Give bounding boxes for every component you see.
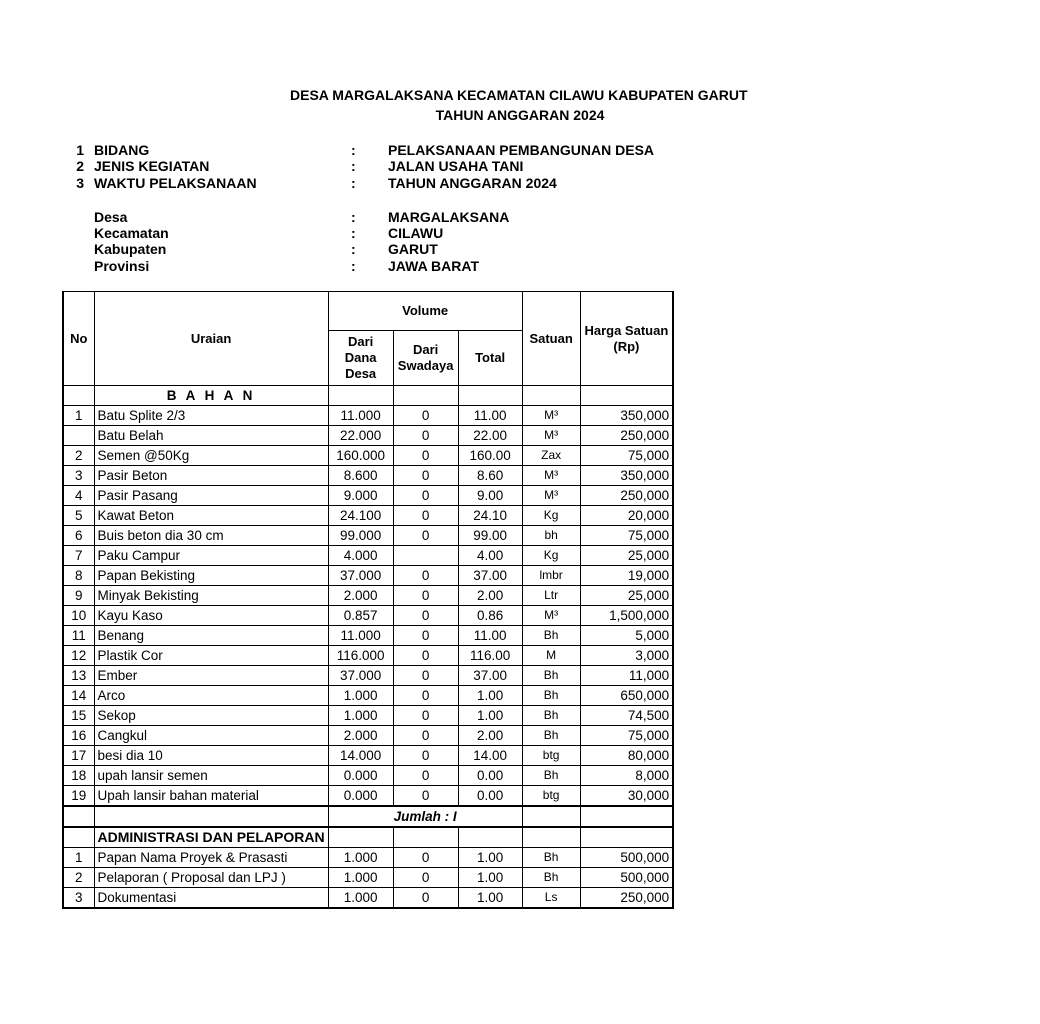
row-dari-swadaya: 0: [393, 848, 458, 868]
table-row: [63, 786, 673, 807]
row-dari-swadaya: 0: [393, 446, 458, 466]
row-satuan: Bh: [522, 666, 580, 686]
row-total: 24.10: [458, 506, 522, 526]
row-total: 2.00: [458, 726, 522, 746]
info-colon: :: [351, 142, 356, 158]
row-no: 2: [63, 446, 94, 466]
row-dari-dana-desa: 8.600: [328, 466, 393, 486]
row-dari-dana-desa: 2.000: [328, 586, 393, 606]
table-row: [63, 848, 673, 868]
row-satuan: M: [522, 646, 580, 666]
location-colon: :: [351, 209, 356, 225]
row-uraian: Pasir Beton: [94, 466, 328, 486]
header-volume: Volume: [328, 292, 522, 331]
row-harga: 30,000: [580, 786, 673, 807]
header-dari-dana-desa: Dari Dana Desa: [328, 331, 393, 386]
row-total: 8.60: [458, 466, 522, 486]
row-dari-swadaya: 0: [393, 606, 458, 626]
row-dari-swadaya: 0: [393, 706, 458, 726]
row-uraian: Sekop: [94, 706, 328, 726]
info-label: BIDANG: [94, 142, 150, 158]
row-harga: 350,000: [580, 406, 673, 426]
location-colon: :: [351, 225, 356, 241]
section-title-admin: ADMINISTRASI DAN PELAPORAN: [94, 827, 328, 848]
row-harga: 5,000: [580, 626, 673, 646]
row-satuan: btg: [522, 786, 580, 807]
row-uraian: Batu Belah: [94, 426, 328, 446]
row-dari-dana-desa: 1.000: [328, 686, 393, 706]
row-satuan: M³: [522, 426, 580, 446]
row-harga: 650,000: [580, 686, 673, 706]
row-total: 0.86: [458, 606, 522, 626]
table-row: [63, 426, 673, 446]
section-row: [63, 386, 673, 406]
header-satuan: Satuan: [522, 292, 580, 386]
table-row: [63, 586, 673, 606]
row-dari-swadaya: 0: [393, 746, 458, 766]
row-harga: 250,000: [580, 486, 673, 506]
row-uraian: Plastik Cor: [94, 646, 328, 666]
table-row: [63, 626, 673, 646]
row-satuan: Bh: [522, 626, 580, 646]
row-harga: 25,000: [580, 586, 673, 606]
row-total: 1.00: [458, 868, 522, 888]
info-value: JALAN USAHA TANI: [388, 158, 524, 174]
row-dari-dana-desa: 37.000: [328, 666, 393, 686]
location-label: Provinsi: [94, 258, 150, 274]
row-satuan: Ls: [522, 888, 580, 909]
row-total: 160.00: [458, 446, 522, 466]
row-dari-swadaya: 0: [393, 666, 458, 686]
row-dari-dana-desa: 2.000: [328, 726, 393, 746]
row-uraian: Benang: [94, 626, 328, 646]
row-dari-swadaya: 0: [393, 726, 458, 746]
row-harga: 80,000: [580, 746, 673, 766]
row-satuan: M³: [522, 606, 580, 626]
row-no: 7: [63, 546, 94, 566]
row-satuan: M³: [522, 486, 580, 506]
jumlah-label: Jumlah : I: [328, 806, 522, 827]
row-uraian: Buis beton dia 30 cm: [94, 526, 328, 546]
row-satuan: Bh: [522, 686, 580, 706]
row-harga: 75,000: [580, 446, 673, 466]
row-satuan: Zax: [522, 446, 580, 466]
row-satuan: M³: [522, 406, 580, 426]
row-harga: 250,000: [580, 888, 673, 909]
row-dari-swadaya: 0: [393, 566, 458, 586]
row-dari-swadaya: [393, 546, 458, 566]
row-no: 12: [63, 646, 94, 666]
row-total: 0.00: [458, 786, 522, 807]
row-harga: 20,000: [580, 506, 673, 526]
row-total: 99.00: [458, 526, 522, 546]
table-row: [63, 706, 673, 726]
row-dari-swadaya: 0: [393, 486, 458, 506]
row-no: 11: [63, 626, 94, 646]
row-no: 5: [63, 506, 94, 526]
row-no: 4: [63, 486, 94, 506]
table-row: [63, 868, 673, 888]
row-harga: 3,000: [580, 646, 673, 666]
row-uraian: Batu Splite 2/3: [94, 406, 328, 426]
row-no: 1: [63, 848, 94, 868]
header-no: No: [63, 292, 94, 386]
row-no: 1: [63, 406, 94, 426]
row-no: 3: [63, 888, 94, 909]
row-total: 1.00: [458, 706, 522, 726]
row-no: 15: [63, 706, 94, 726]
header-harga: Harga Satuan (Rp): [580, 292, 673, 386]
row-no: 2: [63, 868, 94, 888]
row-harga: 8,000: [580, 766, 673, 786]
row-uraian: Semen @50Kg: [94, 446, 328, 466]
row-uraian: Ember: [94, 666, 328, 686]
row-harga: 74,500: [580, 706, 673, 726]
table-row: [63, 486, 673, 506]
table-row: [63, 506, 673, 526]
row-harga: 11,000: [580, 666, 673, 686]
row-dari-dana-desa: 11.000: [328, 406, 393, 426]
row-uraian: Upah lansir bahan material: [94, 786, 328, 807]
row-dari-swadaya: 0: [393, 888, 458, 909]
table-row: [63, 646, 673, 666]
table-row: [63, 406, 673, 426]
table-row: [63, 606, 673, 626]
row-dari-dana-desa: 0.000: [328, 786, 393, 807]
row-uraian: Papan Bekisting: [94, 566, 328, 586]
info-number: 1: [76, 142, 84, 158]
row-dari-swadaya: 0: [393, 868, 458, 888]
table-row: [63, 466, 673, 486]
row-no: 9: [63, 586, 94, 606]
info-number: 3: [76, 175, 84, 191]
row-harga: 25,000: [580, 546, 673, 566]
info-colon: :: [351, 158, 356, 174]
location-label: Kecamatan: [94, 225, 169, 241]
table-body: [63, 386, 673, 909]
row-dari-dana-desa: 24.100: [328, 506, 393, 526]
row-dari-swadaya: 0: [393, 526, 458, 546]
row-harga: 1,500,000: [580, 606, 673, 626]
jumlah-row: [63, 806, 673, 827]
row-no: 18: [63, 766, 94, 786]
row-satuan: Bh: [522, 726, 580, 746]
info-label: JENIS KEGIATAN: [94, 158, 210, 174]
row-dari-dana-desa: 9.000: [328, 486, 393, 506]
row-uraian: Paku Campur: [94, 546, 328, 566]
row-uraian: Pasir Pasang: [94, 486, 328, 506]
row-total: 11.00: [458, 406, 522, 426]
row-dari-dana-desa: 0.857: [328, 606, 393, 626]
row-dari-dana-desa: 1.000: [328, 888, 393, 909]
location-value: CILAWU: [388, 225, 444, 241]
info-value: PELAKSANAAN PEMBANGUNAN DESA: [388, 142, 655, 158]
row-no: 10: [63, 606, 94, 626]
row-dari-swadaya: 0: [393, 766, 458, 786]
info-label: WAKTU PELAKSANAAN: [94, 175, 257, 191]
table-row: [63, 566, 673, 586]
page-title: DESA MARGALAKSANA KECAMATAN CILAWU KABUPATEN GARUT: [290, 87, 748, 103]
row-satuan: Bh: [522, 848, 580, 868]
row-dari-swadaya: 0: [393, 626, 458, 646]
row-satuan: Bh: [522, 706, 580, 726]
row-dari-dana-desa: 22.000: [328, 426, 393, 446]
row-no: 13: [63, 666, 94, 686]
row-no: 19: [63, 786, 94, 807]
location-colon: :: [351, 241, 356, 257]
row-uraian: besi dia 10: [94, 746, 328, 766]
table-row: [63, 446, 673, 466]
row-satuan: Kg: [522, 506, 580, 526]
row-no: 6: [63, 526, 94, 546]
row-dari-swadaya: 0: [393, 466, 458, 486]
row-dari-swadaya: 0: [393, 506, 458, 526]
budget-table: [62, 291, 674, 909]
row-harga: 19,000: [580, 566, 673, 586]
row-total: 11.00: [458, 626, 522, 646]
row-uraian: Pelaporan ( Proposal dan LPJ ): [94, 868, 328, 888]
row-dari-swadaya: 0: [393, 426, 458, 446]
row-satuan: Ltr: [522, 586, 580, 606]
row-total: 1.00: [458, 888, 522, 909]
row-harga: 75,000: [580, 526, 673, 546]
row-dari-dana-desa: 4.000: [328, 546, 393, 566]
location-label: Desa: [94, 209, 128, 225]
row-dari-swadaya: 0: [393, 586, 458, 606]
header-uraian: Uraian: [94, 292, 328, 386]
row-total: 22.00: [458, 426, 522, 446]
table-row: [63, 546, 673, 566]
row-total: 0.00: [458, 766, 522, 786]
location-colon: :: [351, 258, 356, 274]
row-harga: 350,000: [580, 466, 673, 486]
table-row: [63, 746, 673, 766]
row-dari-dana-desa: 99.000: [328, 526, 393, 546]
row-uraian: Minyak Bekisting: [94, 586, 328, 606]
row-total: 1.00: [458, 848, 522, 868]
row-total: 14.00: [458, 746, 522, 766]
row-harga: 500,000: [580, 848, 673, 868]
row-total: 37.00: [458, 666, 522, 686]
page-subtitle: TAHUN ANGGARAN 2024: [435, 107, 605, 123]
row-uraian: Dokumentasi: [94, 888, 328, 909]
row-uraian: upah lansir semen: [94, 766, 328, 786]
row-satuan: lmbr: [522, 566, 580, 586]
row-dari-dana-desa: 1.000: [328, 706, 393, 726]
location-value: GARUT: [388, 241, 438, 257]
row-satuan: Kg: [522, 546, 580, 566]
row-no: 14: [63, 686, 94, 706]
table-row: [63, 888, 673, 909]
row-dari-dana-desa: 37.000: [328, 566, 393, 586]
row-total: 37.00: [458, 566, 522, 586]
row-dari-dana-desa: 160.000: [328, 446, 393, 466]
row-total: 9.00: [458, 486, 522, 506]
row-no: 16: [63, 726, 94, 746]
row-uraian: Papan Nama Proyek & Prasasti: [94, 848, 328, 868]
row-dari-swadaya: 0: [393, 786, 458, 807]
row-dari-swadaya: 0: [393, 406, 458, 426]
row-total: 116.00: [458, 646, 522, 666]
row-satuan: Bh: [522, 766, 580, 786]
row-dari-swadaya: 0: [393, 686, 458, 706]
row-no: 17: [63, 746, 94, 766]
row-uraian: Arco: [94, 686, 328, 706]
row-no: 3: [63, 466, 94, 486]
section-title-bahan: B A H A N: [94, 386, 328, 406]
table-row: [63, 526, 673, 546]
row-total: 4.00: [458, 546, 522, 566]
row-dari-dana-desa: 14.000: [328, 746, 393, 766]
section-row: [63, 827, 673, 848]
row-dari-dana-desa: 116.000: [328, 646, 393, 666]
table-row: [63, 726, 673, 746]
header-dari-swadaya: Dari Swadaya: [393, 331, 458, 386]
row-harga: 250,000: [580, 426, 673, 446]
location-label: Kabupaten: [94, 241, 167, 257]
row-satuan: btg: [522, 746, 580, 766]
row-no: [63, 426, 94, 446]
header-total: Total: [458, 331, 522, 386]
row-total: 1.00: [458, 686, 522, 706]
table-row: [63, 686, 673, 706]
row-dari-swadaya: 0: [393, 646, 458, 666]
row-satuan: Bh: [522, 868, 580, 888]
info-colon: :: [351, 175, 356, 191]
row-uraian: Kayu Kaso: [94, 606, 328, 626]
row-uraian: Cangkul: [94, 726, 328, 746]
row-total: 2.00: [458, 586, 522, 606]
row-dari-dana-desa: 0.000: [328, 766, 393, 786]
row-dari-dana-desa: 1.000: [328, 868, 393, 888]
row-uraian: Kawat Beton: [94, 506, 328, 526]
table-row: [63, 666, 673, 686]
row-harga: 500,000: [580, 868, 673, 888]
row-harga: 75,000: [580, 726, 673, 746]
info-value: TAHUN ANGGARAN 2024: [388, 175, 557, 191]
location-value: JAWA BARAT: [388, 258, 479, 274]
row-satuan: bh: [522, 526, 580, 546]
row-dari-dana-desa: 1.000: [328, 848, 393, 868]
location-value: MARGALAKSANA: [388, 209, 510, 225]
row-no: 8: [63, 566, 94, 586]
row-satuan: M³: [522, 466, 580, 486]
row-dari-dana-desa: 11.000: [328, 626, 393, 646]
table-row: [63, 766, 673, 786]
info-number: 2: [76, 158, 84, 174]
